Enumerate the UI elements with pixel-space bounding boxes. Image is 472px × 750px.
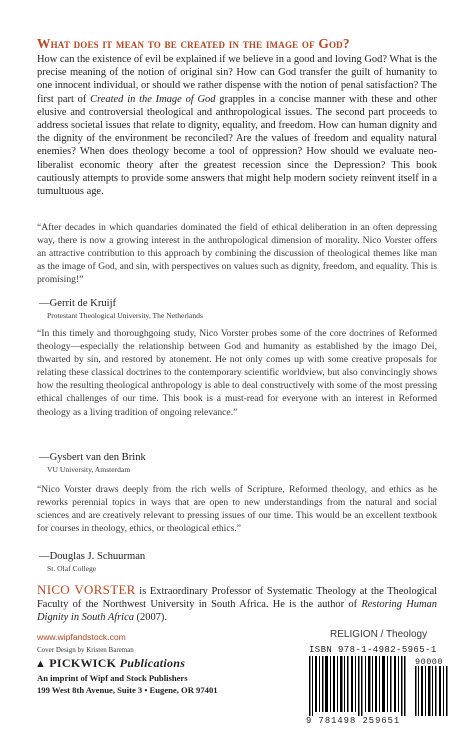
cover-design-credit: Cover Design by Kristen Bareman (37, 646, 134, 654)
barcode-digits: 9 781498 259651 (306, 716, 401, 726)
endorsement-quote: “After decades in which quandaries dominated the field of ethical deliberation in an often depressing way, there is now a growing interest in the anthropological dimension of morality. Nico Vorster offers an attractive contribution to this approach by combining the discussion of theological themes like man as the image of God, and sin, with perspectives on values such as dignity, freedom, and equality. This is promising!” (37, 222, 437, 286)
intro-text-part2: grapples in a concise manner with these and other elusive and controversial theological and anthropological issues. The second part proceeds to address societal issues that relate to dignity, equality, and freedom. How can human dignity and the dignity of the environment be reconciled? Are the values of freedom and equality natural enemies? When does theology become a tool of oppression? How should we evaluate neo-liberalist economic theory after the greatest recession since the Depression? This book cautiously attempts to provide some answers that might help modern society reinvent itself in a tumultuous age. (37, 93, 437, 198)
endorser-affiliation: St. Olaf College (47, 564, 97, 573)
publisher-address: 199 West 8th Avenue, Suite 3 • Eugene, OR 97401 (37, 685, 218, 695)
author-book-title: Restoring Human Dignity in South Africa (37, 599, 437, 624)
endorsement-quote: “In this timely and thoroughgoing study, Nico Vorster probes some of the core doctrines of Reformed theology—especially the relationship between God and humanity as established by the imago Dei, thwarted by sin, and restored by atonement. He not only comes up with some creative proposals for relating these classical doctrines to the contemporary scientific worldview, but also convincingly shows how the resulting theological anthropology is able to deal constructively with some of the most pressing ethical challenges of our time. This book is a must-read for everyone with an interest in Reformed theology as a living tradition of ongoing relevance.” (37, 328, 437, 418)
headline: What does it mean to be created in the image of God? (37, 36, 350, 51)
author-bio (37, 583, 437, 625)
endorser-affiliation: Protestant Theological University, The Netherlands (47, 311, 203, 320)
endorser-affiliation: VU University, Amsterdam (47, 465, 131, 474)
isbn-label: ISBN 978-1-4982-5965-1 (309, 645, 437, 655)
endorser-name: —Gerrit de Kruijf (39, 298, 117, 309)
intro-text-part1: How can the existence of evil be explained if we believe in a good and loving God? What is the precise meaning of the notion of original sin? How can God transfer the guilt of humanity to one innocent individual, or should we rather dispense with the notion of penal satisfaction? The first part of (37, 54, 437, 105)
endorser-name: —Douglas J. Schuurman (39, 551, 146, 562)
subject-category: RELIGION / Theology (330, 629, 428, 640)
intro-paragraph (37, 53, 437, 198)
publisher-mark-icon: ▲ (35, 658, 50, 670)
intro-book-title: Created in the Image of God (90, 93, 216, 105)
imprint-line: An imprint of Wipf and Stock Publishers (37, 673, 188, 683)
publisher-website-link[interactable]: www.wipfandstock.com (37, 632, 126, 642)
author-bio-text: is Extraordinary Professor of Systematic Theology at the Theological Faculty of the Northwest University in South Africa. He is the author of (37, 586, 437, 611)
endorsement-quote: “Nico Vorster draws deeply from the rich wells of Scripture, Reformed theology, and ethics as he reworks perennial topics in ways that are open to new understandings from the natural and social sciences and are creatively relevant to pressing issues of our time. This would be an excellent textbook for courses in theology, ethics, or theological ethics.” (37, 484, 437, 535)
author-bio-tail: (2007). (133, 612, 167, 624)
endorser-name: —Gysbert van den Brink (39, 452, 146, 463)
publisher-logo (35, 656, 185, 671)
publisher-name: PICKWICK (49, 656, 117, 670)
publisher-suffix: Publications (119, 656, 186, 670)
author-name: NICO VORSTER (37, 582, 136, 597)
price-code: 90000 (415, 657, 444, 667)
